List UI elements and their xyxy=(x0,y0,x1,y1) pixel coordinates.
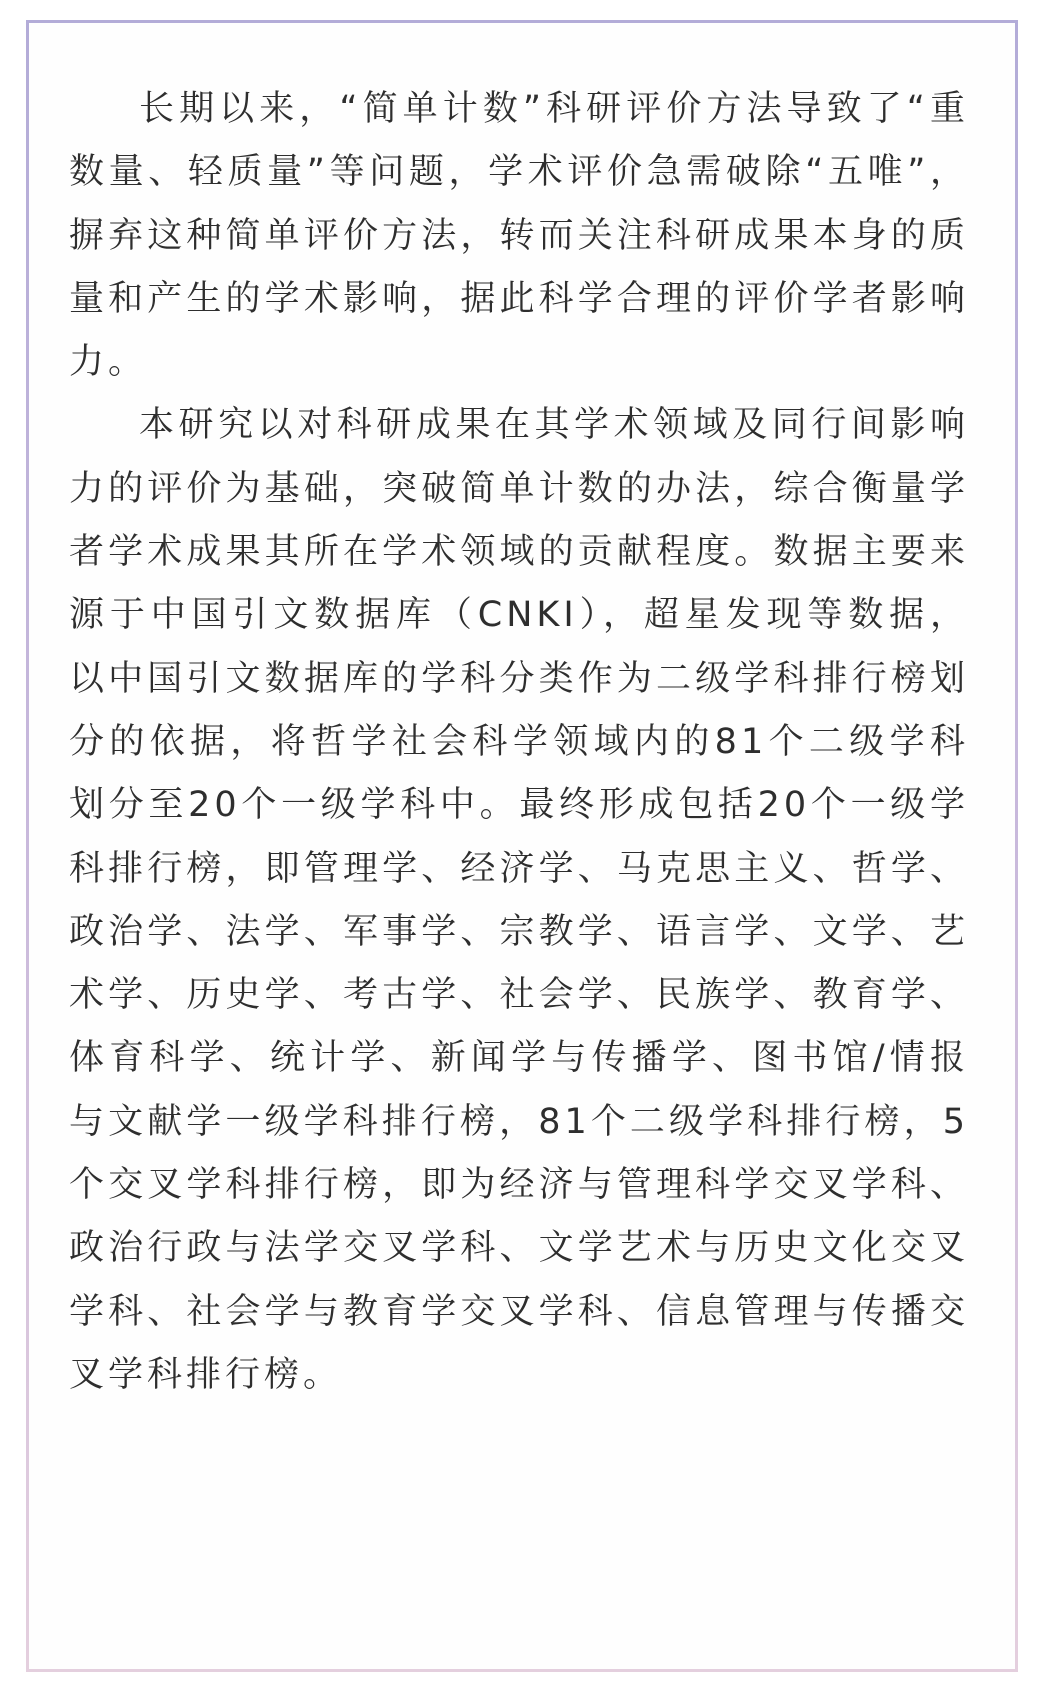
paragraph-methodology: 本研究以对科研成果在其学术领域及同行间影响力的评价为基础，突破简单计数的办法，综合衡量学者学术成果其所在学术领域的贡献程度。数据主要来源于中国引文数据库（CNKI），超星发现等数据，以中国引文数据库的学科分类作为二级学科排行榜划分的依据，将哲学社会科学领域内的81个二级学科划分至20个一级学科中。最终形成包括20个一级学科排行榜，即管理学、经济学、马克思主义、哲学、政治学、法学、军事学、宗教学、语言学、文学、艺术学、历史学、考古学、社会学、民族学、教育学、体育科学、统计学、新闻学与传播学、图书馆/情报与文献学一级学科排行榜，81个二级学科排行榜，5个交叉学科排行榜，即为经济与管理科学交叉学科、政治行政与法学交叉学科、文学艺术与历史文化交叉学科、社会学与教育学交叉学科、信息管理与传播交叉学科排行榜。 xyxy=(69,405,969,1395)
paragraph-intro: 长期以来，“简单计数”科研评价方法导致了“重数量、轻质量”等问题，学术评价急需破除“五唯”，摒弃这种简单评价方法，转而关注科研成果本身的质量和产生的学术影响，据此科学合理的评价学者影响力。 xyxy=(69,89,969,383)
article-body xyxy=(69,78,969,1407)
text-card xyxy=(26,20,1018,1672)
